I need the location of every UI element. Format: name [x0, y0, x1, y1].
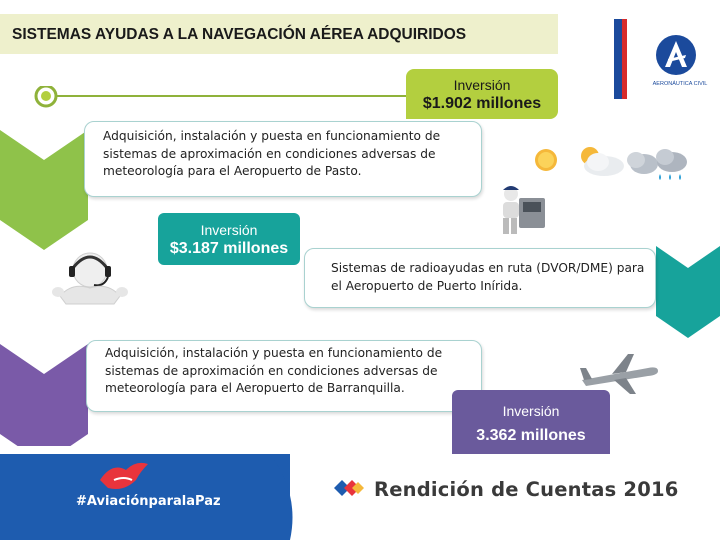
timeline-arrow-right — [656, 246, 720, 338]
connector-line — [0, 86, 420, 106]
project-description-barranquilla: Adquisición, instalación y puesta en funcionamiento de sistemas de aproximación en condiciones adversas de meteorología para el Aeropuerto de Barranquilla. — [105, 346, 443, 395]
investment-badge-pasto — [406, 69, 558, 119]
investment-amount: $1.902 millones — [422, 95, 542, 112]
investment-amount: $3.187 millones — [169, 240, 289, 257]
project-card-barranquilla — [86, 340, 482, 412]
investment-badge-inirida — [158, 213, 300, 265]
footer-band-curve — [230, 454, 310, 540]
investment-label: Inversión — [453, 77, 511, 93]
project-description-inirida: Sistemas de radioayudas en ruta (DVOR/DME) para el Aeropuerto de Puerto Inírida. — [331, 261, 645, 293]
investment-badge-barranquilla — [452, 390, 610, 460]
sun-icon — [535, 149, 557, 171]
rendicion-logo-icon — [332, 476, 366, 500]
dove-icon — [96, 458, 150, 494]
logo-stripe-blue — [614, 19, 622, 99]
logo-stripe-red — [622, 19, 627, 99]
logo-text: AERONÁUTICA CIVIL — [652, 81, 708, 87]
investment-label: Inversión — [502, 403, 560, 419]
investment-amount: 3.362 millones — [476, 427, 586, 444]
headset-person-icon — [50, 246, 130, 308]
aeronautica-civil-logo-icon — [654, 33, 698, 77]
project-card-inirida — [304, 248, 656, 308]
weather-icons — [528, 142, 690, 184]
operator-console-icon — [497, 184, 549, 238]
cloud-icon — [627, 152, 658, 174]
hashtag-text: #AviaciónparalaPaz — [76, 494, 221, 509]
investment-label: Inversión — [200, 222, 258, 238]
project-card-pasto — [84, 121, 482, 197]
sun-cloud-icon — [581, 147, 624, 176]
airplane-icon — [578, 350, 662, 398]
project-description-pasto: Adquisición, instalación y puesta en funcionamiento de sistemas de aproximación en condiciones adversas de meteorología para el Aeropuerto de Pasto. — [103, 129, 441, 178]
report-title: Rendición de Cuentas 2016 — [374, 478, 679, 501]
page-title: SISTEMAS AYUDAS A LA NAVEGACIÓN AÉREA ADQUIRIDOS — [12, 26, 467, 43]
rain-cloud-icon — [656, 149, 687, 180]
